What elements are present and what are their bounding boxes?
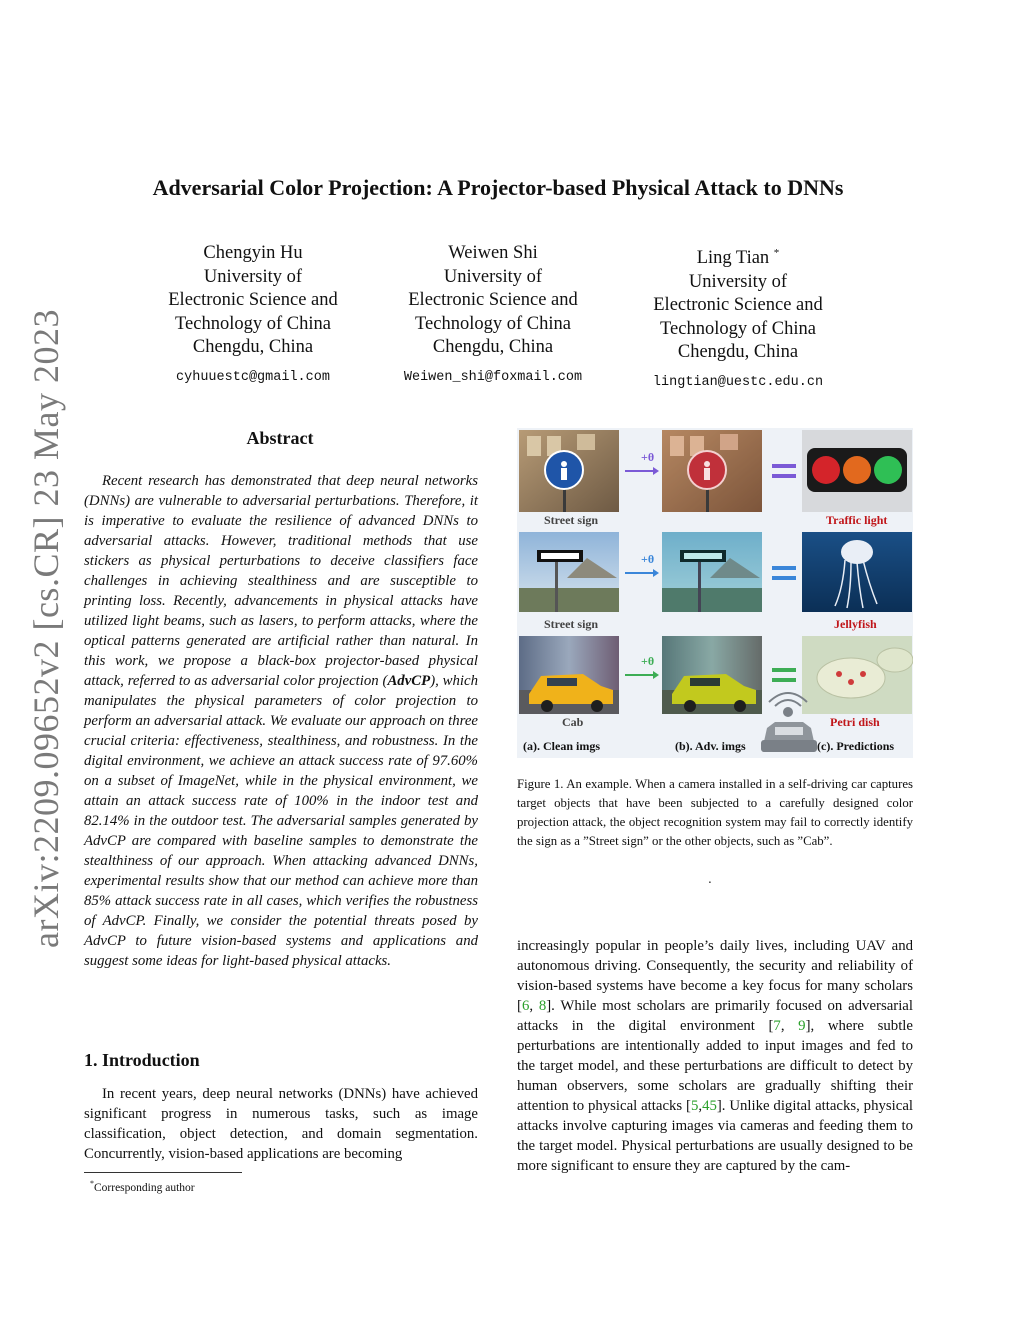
author-name: Chengyin Hu	[203, 243, 303, 263]
author-affiliation-line: Electronic Science and	[168, 290, 338, 310]
citation-link[interactable]: 9	[798, 1018, 806, 1034]
row-label: Street sign	[544, 513, 599, 527]
prediction-label: Jellyfish	[834, 617, 877, 631]
column-label: (c). Predictions	[817, 739, 895, 753]
body-text: ,	[780, 1018, 799, 1034]
prediction-label: Traffic light	[826, 513, 888, 527]
abstract-heading: Abstract	[246, 428, 314, 448]
body-text: ], where subtle perturbations are intentionally added to input images and fed to the target model, and these perturbations are difficult to detect by human observers, some scholars are gradually shifting their attention to physical attacks [	[517, 1018, 913, 1114]
author-affiliation-line: Technology of China	[415, 313, 571, 334]
abstract-body	[84, 471, 478, 971]
figure-1	[517, 428, 913, 758]
author-affiliation-line: University of	[203, 266, 303, 287]
footnote-text: Corresponding author	[94, 1181, 195, 1194]
author-affiliation-line: Technology of China	[175, 313, 331, 334]
footnote	[90, 1179, 195, 1194]
equals-signs	[772, 464, 796, 682]
author-email[interactable]: cyhuuestc@gmail.com	[176, 369, 330, 385]
theta-label: +θ	[641, 654, 655, 668]
theta-arrows	[625, 467, 659, 679]
author-name-line	[623, 242, 853, 271]
citation-link[interactable]: 6	[521, 998, 530, 1014]
author-city: Chengdu, China	[677, 342, 799, 363]
intro-paragraph-continued	[517, 936, 913, 1176]
body-text: ]. Unlike digital attacks, physical attacks involve capturing images via cameras and feeding them to the target model. Physical perturbations are usually designed to be more significant to ensure they are captured by the cam-	[517, 1098, 913, 1174]
author-name: Weiwen Shi	[448, 243, 538, 263]
corresponding-marker: *	[773, 247, 780, 259]
abstract-text-part: ), which manipulates the physical parameters of color projection to perform an adversarial attack. We evaluate our approach on three crucial criteria: effectiveness, stealthiness, and robustness. In the digital environment, we achieve an attack success rate of 97.60% on a subset of ImageNet, while in the physical environment, we attain an attack success rate of 100% in the indoor test and 82.14% in the outdoor test. The adversarial samples generated by AdvCP are compared with baseline samples to demonstrate the stealthiness of our approach. When attacking advanced DNNs, experimental results show that our method can achieve more than 85% attack success rate in all cases, which verifies the robustness of AdvCP. Finally, we consider the potential threats posed by AdvCP to future vision-based systems and applications and suggest some ideas for light-based physical attacks.	[84, 673, 478, 969]
author-affiliation-line: Electronic Science and	[653, 295, 823, 316]
method-name: AdvCP	[387, 673, 431, 689]
author-block-1	[138, 242, 368, 389]
citation-link[interactable]: 45	[702, 1098, 717, 1114]
row-label: Cab	[562, 715, 584, 729]
author-affiliation-line: Technology of China	[660, 318, 816, 339]
prediction-label: Petri dish	[830, 715, 880, 729]
author-affiliation-line: University of	[443, 266, 543, 287]
citation-link[interactable]: 7	[773, 1018, 781, 1034]
section-heading: 1. Introduction	[84, 1050, 200, 1070]
adv-cab-image	[662, 636, 762, 714]
citation-link[interactable]: 5	[690, 1098, 699, 1114]
column-label: (a). Clean imgs	[523, 739, 600, 753]
author-block-3	[623, 242, 853, 394]
footnote-marker: *	[90, 1179, 94, 1188]
paper-title: Adversarial Color Projection: A Projector-based Physical Attack to DNNs	[152, 175, 844, 200]
clean-one-way-sign-image	[519, 532, 619, 612]
figure-caption: Figure 1. An example. When a camera installed in a self-driving car captures target objects that have been subjected to a carefully designed color projection attack, the object recognition system may fail to correctly identify the sign as a ”Street sign” or the other objects, such as ”Cab”.	[517, 777, 913, 848]
theta-label: +θ	[641, 552, 655, 566]
citation-link[interactable]: 8	[538, 998, 547, 1014]
trailing-dot: .	[708, 872, 712, 886]
author-affiliation-line: Electronic Science and	[408, 290, 578, 310]
intro-paragraph: In recent years, deep neural networks (DNNs) have achieved significant progress in numerous tasks, such as image classification, object detection, and domain segmentation. Concurrently, vision-based applications are becoming	[84, 1086, 478, 1162]
petri-dish-image	[802, 636, 913, 714]
abstract-text-part: Recent research has demonstrated that deep neural networks (DNNs) are vulnerable to adversarial perturbations. Therefore, it is imperative to evaluate the resilience of advanced DNNs to adversarial attacks. However, traditional methods that use stickers as physical perturbations to deceive classifiers face challenges in achieving stealthiness and are susceptible to printing loss. Recently, advancements in physical attacks have utilized light beams, such as lasers, to perform attacks, where the optical patterns generated are artificial rather than natural. In this work, we propose a black-box projector-based physical attack, referred to as adversarial color projection (	[84, 473, 478, 689]
author-email[interactable]: lingtian@uestc.edu.cn	[652, 374, 824, 390]
arxiv-identifier: arXiv:2209.09652v2 [cs.CR] 23 May 2023	[26, 309, 66, 948]
clean-street-sign-image	[519, 430, 619, 512]
body-text: ,	[529, 998, 539, 1014]
author-affiliation-line: University of	[688, 271, 788, 292]
traffic-light-image	[802, 430, 912, 512]
author-block-2	[378, 242, 608, 389]
figure-graphic	[517, 428, 913, 758]
body-text: ,	[698, 1098, 703, 1114]
author-city: Chengdu, China	[432, 337, 554, 357]
body-text: increasingly popular in people’s daily lives, including UAV and autonomous driving. Consequently, the security and reliability of vision-based systems have become a key focus for many scholars [	[517, 938, 913, 1014]
column-label: (b). Adv. imgs	[675, 739, 746, 753]
body-text: ]. While most scholars are primarily focused on adversarial attacks in the digital environment [	[517, 998, 913, 1034]
theta-label: +θ	[641, 450, 655, 464]
row-label: Street sign	[544, 617, 599, 631]
clean-cab-image	[519, 636, 619, 714]
author-name: Ling Tian	[696, 248, 770, 269]
jellyfish-image	[802, 532, 912, 612]
author-email[interactable]: Weiwen_shi@foxmail.com	[403, 369, 583, 385]
footnote-divider	[84, 1172, 242, 1173]
author-city: Chengdu, China	[192, 337, 314, 357]
adv-street-sign-image	[662, 430, 762, 512]
adv-one-way-sign-image	[662, 532, 762, 612]
